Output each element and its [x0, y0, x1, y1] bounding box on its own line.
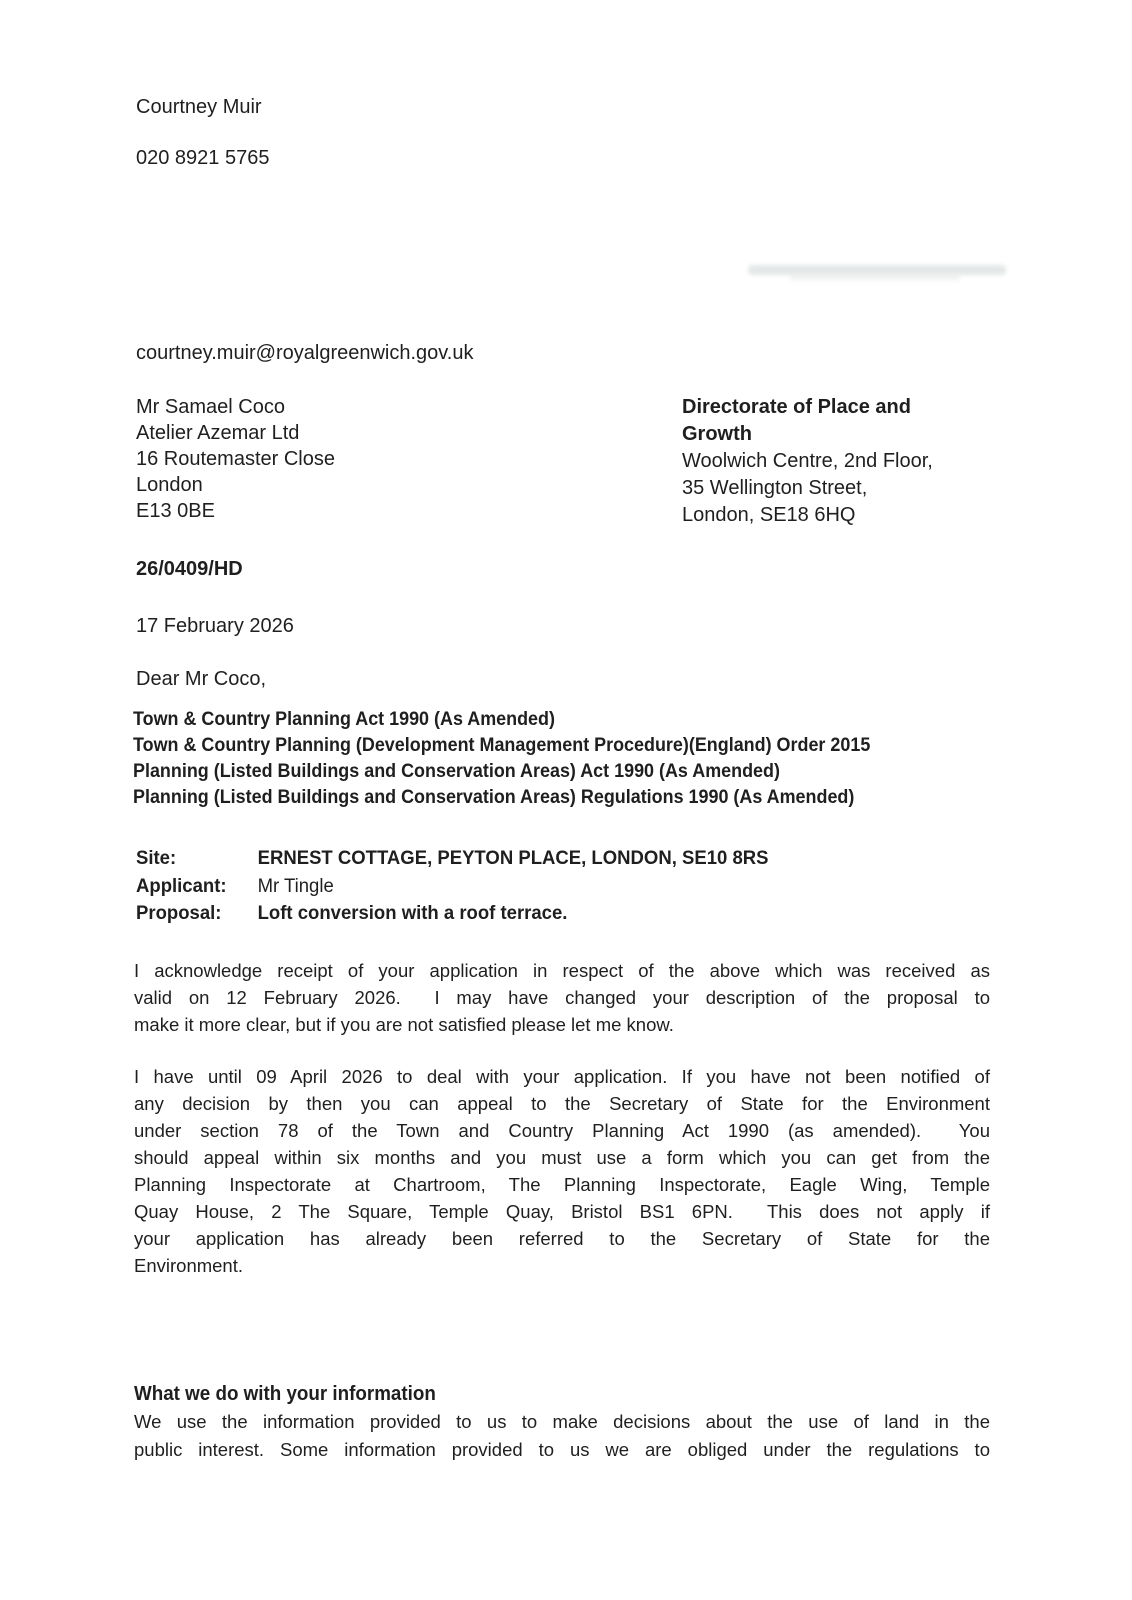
body-paragraph-appeal: [134, 1063, 990, 1279]
application-reference: 26/0409/HD: [136, 558, 243, 580]
letter-date: 17 February 2026: [136, 615, 294, 637]
application-details: [136, 845, 1029, 928]
application-row: [136, 873, 1029, 901]
recipient-line: London: [136, 474, 203, 496]
information-section: [134, 1380, 990, 1464]
legislation-line: Planning (Listed Buildings and Conservation Areas) Regulations 1990 (As Amended): [133, 786, 855, 808]
info-section-heading: What we do with your information: [134, 1383, 436, 1405]
application-row: [136, 900, 1029, 928]
proposal-value: Loft conversion with a roof terrace.: [257, 902, 568, 924]
body-paragraph-acknowledgement: [134, 957, 990, 1038]
legislation-heading: [133, 706, 1123, 810]
faded-ink-smudge: [748, 265, 1006, 275]
faded-ink-smudge-shadow: [790, 276, 960, 280]
sender-email: courtney.muir@royalgreenwich.gov.uk: [136, 342, 474, 364]
paragraph-line: Quay House, 2 The Square, Temple Quay, Bristol BS1 6PN. This does not apply if: [134, 1201, 990, 1222]
legislation-line: Planning (Listed Buildings and Conservation Areas) Act 1990 (As Amended): [133, 760, 780, 782]
paragraph-line: under section 78 of the Town and Country Planning Act 1990 (as amended). You: [134, 1120, 990, 1141]
paragraph-line: I acknowledge receipt of your application in respect of the above which was received as: [134, 960, 990, 981]
paragraph-line: Planning Inspectorate at Chartroom, The Planning Inspectorate, Eagle Wing, Temple: [134, 1174, 990, 1195]
paragraph-line: should appeal within six months and you must use a form which you can get from the: [134, 1147, 990, 1168]
applicant-label: Applicant:: [136, 874, 227, 897]
recipient-line: 16 Routemaster Close: [136, 448, 335, 470]
directorate-address-line: 35 Wellington Street,: [682, 477, 868, 499]
info-line: public interest. Some information provided to us we are obliged under the regulations to: [134, 1439, 990, 1460]
address-section: [136, 394, 996, 529]
site-label: Site:: [136, 847, 177, 869]
paragraph-line: Environment.: [134, 1255, 243, 1276]
recipient-address: [136, 394, 682, 529]
paragraph-line: valid on 12 February 2026. I may have changed your description of the proposal to: [134, 987, 990, 1008]
paragraph-line: make it more clear, but if you are not satisfied please let me know.: [134, 1014, 674, 1035]
recipient-line: Atelier Azemar Ltd: [136, 422, 300, 444]
sender-phone: 020 8921 5765: [136, 147, 270, 169]
directorate-address: [682, 394, 982, 529]
directorate-address-line: London, SE18 6HQ: [682, 504, 856, 526]
info-line: We use the information provided to us to make decisions about the use of land in the: [134, 1411, 990, 1432]
applicant-value: Mr Tingle: [257, 874, 334, 897]
legislation-line: Town & Country Planning Act 1990 (As Amended): [133, 708, 555, 730]
directorate-address-line: Woolwich Centre, 2nd Floor,: [682, 450, 933, 472]
proposal-label: Proposal:: [136, 902, 222, 924]
directorate-title: Growth: [682, 423, 752, 445]
paragraph-line: your application has already been referred to the Secretary of State for the: [134, 1228, 990, 1249]
sender-name: Courtney Muir: [136, 96, 262, 118]
recipient-line: E13 0BE: [136, 500, 215, 522]
salutation: Dear Mr Coco,: [136, 668, 267, 690]
paragraph-line: any decision by then you can appeal to the Secretary of State for the Environment: [134, 1093, 990, 1114]
site-value: ERNEST COTTAGE, PEYTON PLACE, LONDON, SE10 8RS: [257, 847, 769, 869]
directorate-title: Directorate of Place and: [682, 396, 911, 418]
legislation-line: Town & Country Planning (Development Management Procedure)(England) Order 2015: [133, 734, 871, 756]
application-row: [136, 845, 1029, 873]
recipient-line: Mr Samael Coco: [136, 396, 285, 418]
paragraph-line: I have until 09 April 2026 to deal with your application. If you have not been notified of: [134, 1066, 990, 1087]
